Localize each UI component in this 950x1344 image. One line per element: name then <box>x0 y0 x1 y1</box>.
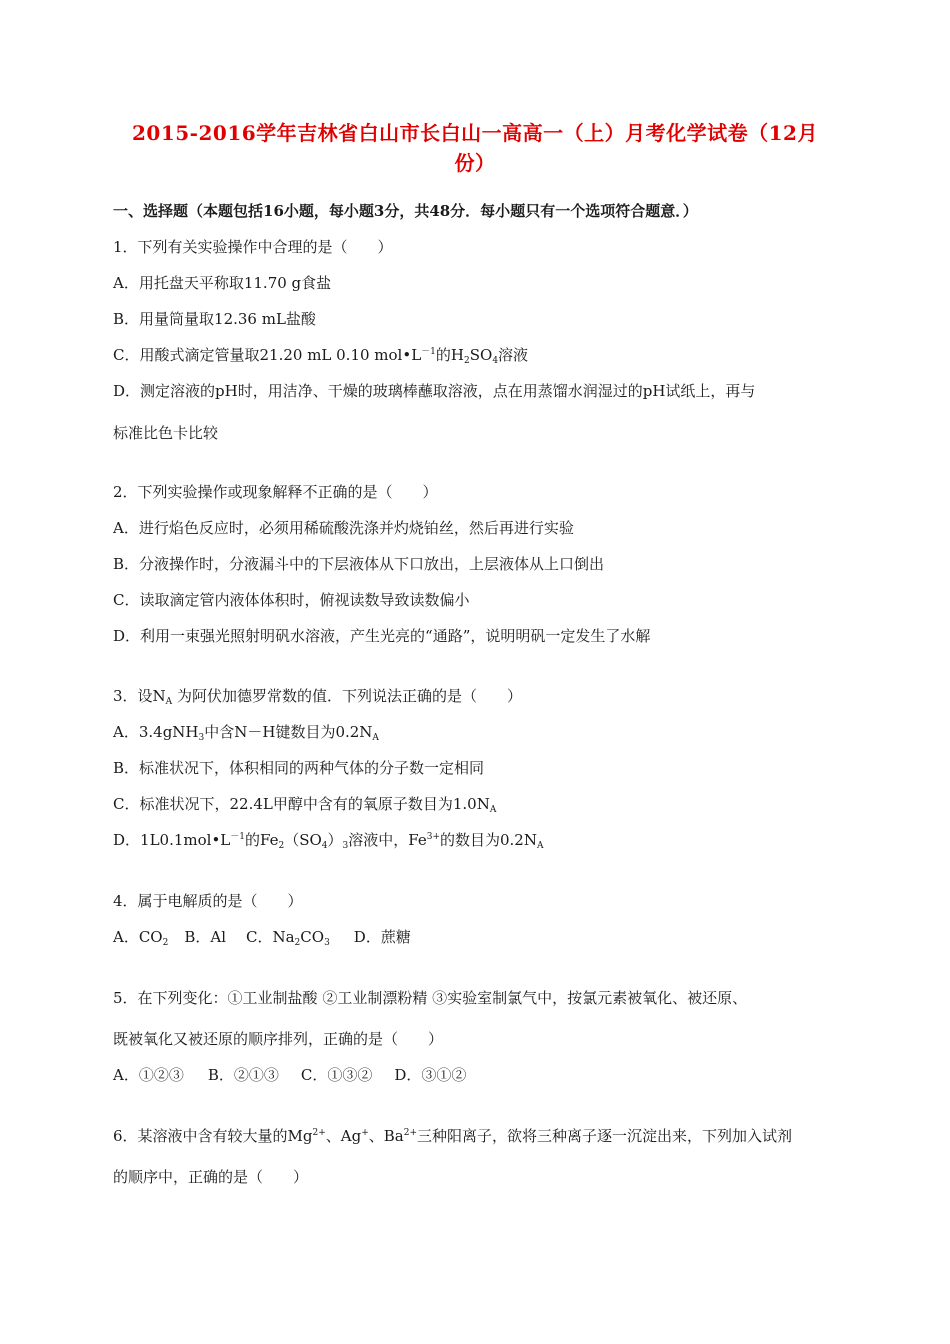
subscript: 2 <box>294 938 301 948</box>
text-fragment: 6．某溶液中含有较大量的Mg <box>113 1127 313 1145</box>
q6-stem-line-2: 的顺序中，正确的是（ ） <box>113 1168 309 1186</box>
text-fragment: C．用酸式滴定管量取21.20 mL 0.10 mol•L <box>113 346 422 364</box>
q5-stem-line-2: 既被氧化又被还原的顺序排列，正确的是（ ） <box>113 1030 444 1048</box>
subscript: 3 <box>324 938 330 948</box>
subscript: 2 <box>162 938 169 948</box>
text-fragment: 三种阳离子，欲将三种离子逐一沉淀出来，下列加入试剂 <box>417 1127 793 1145</box>
subscript: A <box>489 805 497 815</box>
subscript: 2 <box>278 841 285 851</box>
document-title <box>100 118 850 178</box>
q5-options <box>113 1065 466 1085</box>
q3-option-d <box>113 830 543 850</box>
subscript: 4 <box>492 356 499 366</box>
q2-option-c: C．读取滴定管内液体体积时，俯视读数导致读数偏小 <box>113 591 470 609</box>
section-heading: 一、选择题（本题包括16小题，每小题3分，共48分．每小题只有一个选项符合题意．） <box>113 202 698 220</box>
text-fragment: 为阿伏加德罗常数的值．下列说法正确的是（ ） <box>172 687 522 705</box>
text-fragment: 的数目为0.2N <box>440 831 537 849</box>
superscript: 2+ <box>312 1128 326 1138</box>
q1-option-a: A．用托盘天平称取11.70 g食盐 <box>113 274 332 292</box>
q1-option-d-line-2: 标准比色卡比较 <box>113 424 219 442</box>
q5-option-b: B．②①③ <box>207 1066 279 1084</box>
q4-option-a <box>113 928 168 946</box>
q1-option-d-line-1: D．测定溶液的pH时，用洁净、干燥的玻璃棒蘸取溶液，点在用蒸馏水润湿过的pH试纸上，再与 <box>113 382 756 400</box>
subscript: 3 <box>342 841 349 851</box>
text-fragment: 溶液 <box>498 346 529 364</box>
text-fragment: A．3.4gNH <box>113 723 199 741</box>
text-fragment: 3．设N <box>113 687 166 705</box>
text-fragment: 、Ag <box>325 1127 362 1145</box>
subscript: 3 <box>198 733 205 743</box>
text-fragment: 的H <box>435 346 464 364</box>
q1-stem: 1．下列有关实验操作中合理的是（ ） <box>113 238 393 256</box>
subscript: A <box>372 733 379 743</box>
q2-option-d: D．利用一束强光照射明矾水溶液，产生光亮的“通路”，说明明矾一定发生了水解 <box>113 627 651 645</box>
q2-option-b: B．分液操作时，分液漏斗中的下层液体从下口放出，上层液体从上口倒出 <box>113 555 605 573</box>
text-fragment: C．标准状况下，22.4L甲醇中含有的氧原子数目为1.0N <box>113 795 490 813</box>
q6-stem-line-1 <box>113 1126 792 1146</box>
text-fragment: ） <box>327 831 343 849</box>
q1-option-b: B．用量筒量取12.36 mL盐酸 <box>113 310 316 328</box>
q4-option-b: B．Al <box>184 928 226 946</box>
text-fragment: C．Na <box>246 928 295 946</box>
subscript: A <box>536 841 544 851</box>
subscript: 4 <box>321 841 328 851</box>
superscript: 3+ <box>426 832 440 842</box>
superscript: －1 <box>421 347 436 357</box>
text-fragment: A．CO <box>113 928 163 946</box>
text-fragment: 中含N－H键数目为0.2N <box>204 723 373 741</box>
q3-option-b: B．标准状况下，体积相同的两种气体的分子数一定相同 <box>113 759 485 777</box>
q1-option-c <box>113 345 528 365</box>
text-fragment: （SO <box>284 831 322 849</box>
text-fragment: CO <box>300 928 325 946</box>
title-line-2: 份） <box>454 151 496 175</box>
superscript: + <box>361 1128 369 1138</box>
title-line-1: 2015-2016学年吉林省白山市长白山一高高一（上）月考化学试卷（12月 <box>132 121 818 145</box>
superscript: 2+ <box>403 1128 418 1138</box>
subscript: A <box>165 697 173 707</box>
q2-option-a: A．进行焰色反应时，必须用稀硫酸洗涤并灼烧铂丝，然后再进行实验 <box>113 519 574 537</box>
q4-option-d: D．蔗糖 <box>353 928 411 946</box>
q3-option-a <box>113 722 379 742</box>
superscript: －1 <box>230 832 245 842</box>
text-fragment: 溶液中，Fe <box>348 831 427 849</box>
q2-stem: 2．下列实验操作或现象解释不正确的是（ ） <box>113 483 438 501</box>
q5-option-a: A．①②③ <box>113 1066 184 1084</box>
subscript: 2 <box>464 356 470 366</box>
q5-stem-line-1: 5．在下列变化：①工业制盐酸 ②工业制漂粉精 ③实验室制氯气中，按氯元素被氧化、被还原、 <box>113 989 748 1007</box>
q4-option-c <box>246 928 330 946</box>
q5-option-c: C．①③② <box>300 1066 373 1084</box>
q4-options <box>113 927 411 947</box>
q3-stem <box>113 686 522 706</box>
text-fragment: 、Ba <box>368 1127 404 1145</box>
q5-option-d: D．③①② <box>394 1066 467 1084</box>
q3-option-c <box>113 794 496 814</box>
text-fragment: SO <box>469 346 493 364</box>
text-fragment: D．1L0.1mol•L <box>113 831 231 849</box>
q4-stem: 4．属于电解质的是（ ） <box>113 892 303 910</box>
text-fragment: 的Fe <box>244 831 279 849</box>
